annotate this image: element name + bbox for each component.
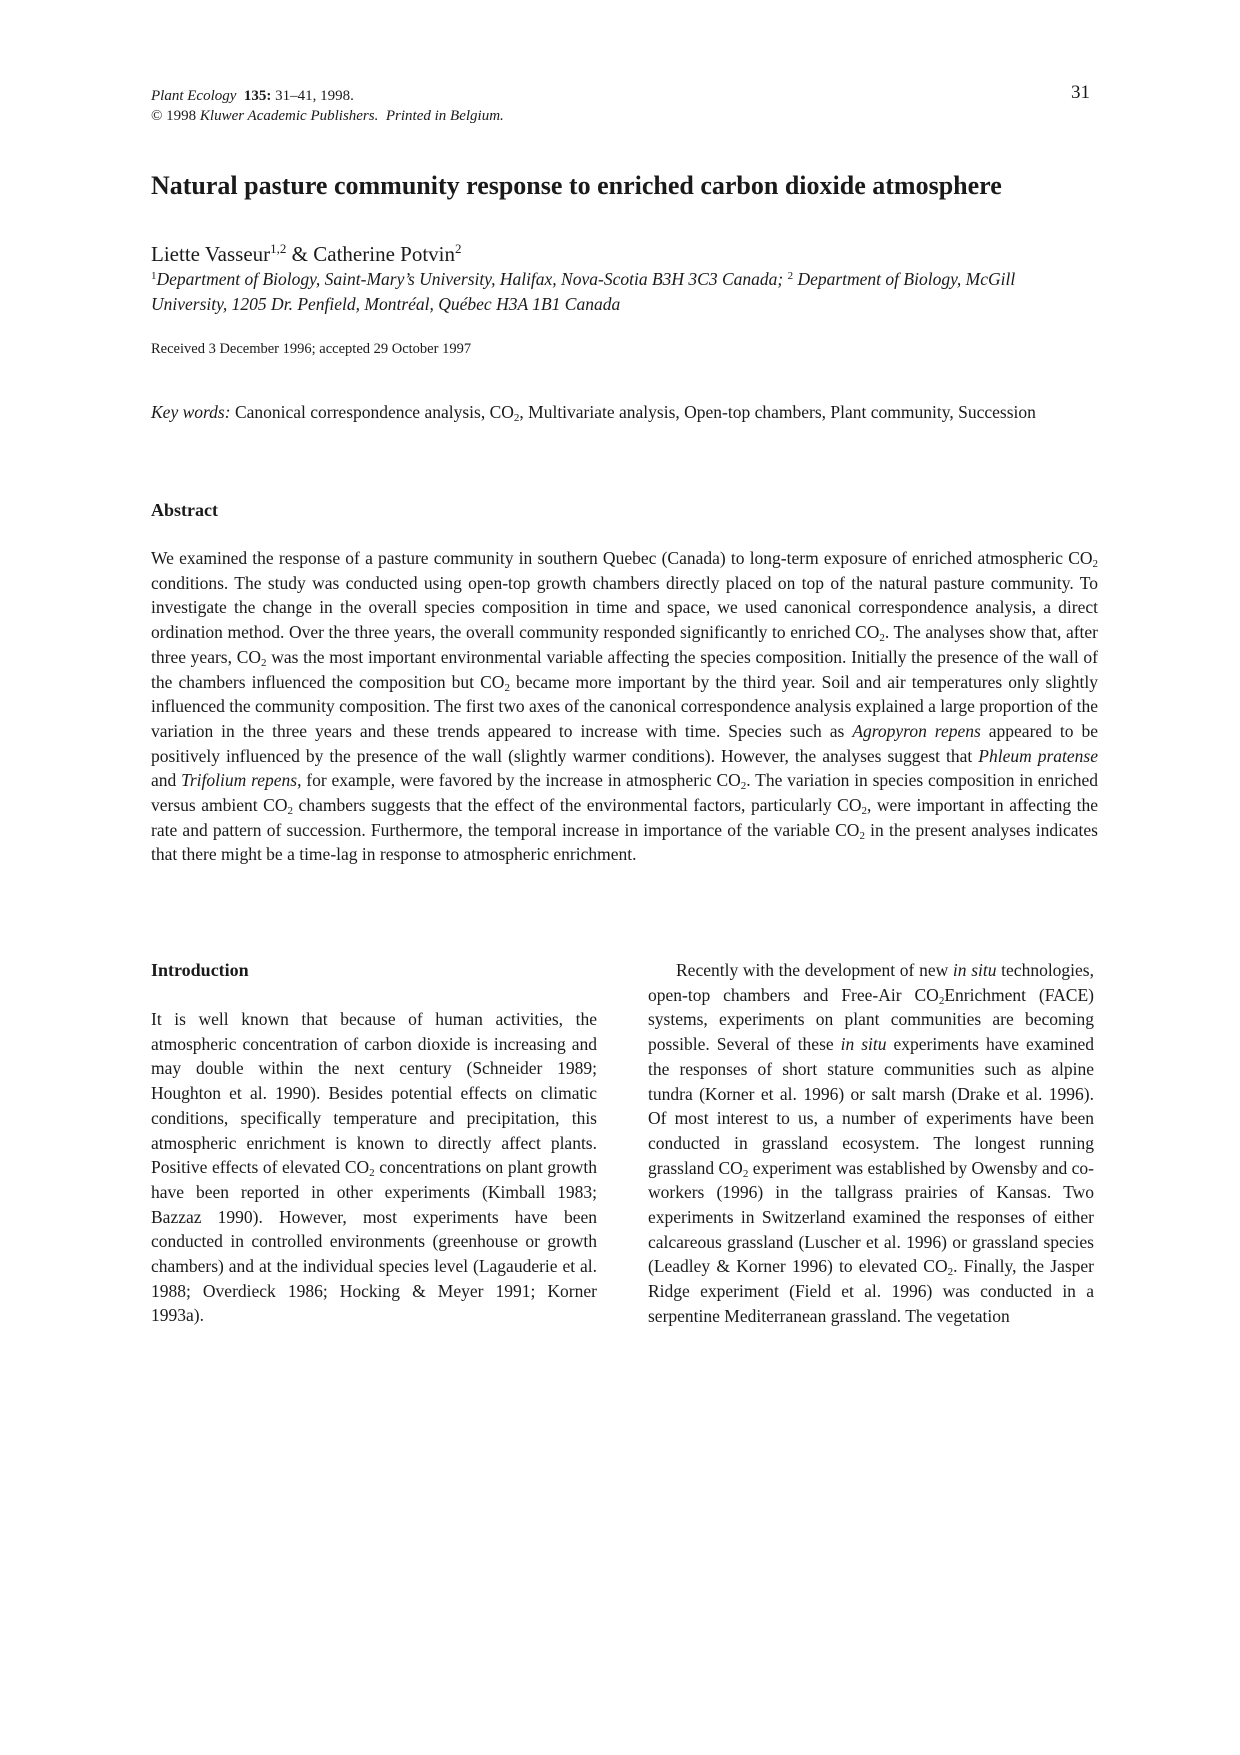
affiliations xyxy=(151,264,1091,317)
subscript: 2 xyxy=(947,1266,954,1279)
keywords-text: Canonical correspondence analysis, CO xyxy=(234,402,514,422)
column-right xyxy=(648,958,1094,1329)
affiliation: Department of Biology, McGill University, 1205 Dr. Penfield, Montréal, Québec H3A 1B1 Canada xyxy=(151,269,1016,314)
subscript: 2 xyxy=(1092,558,1098,570)
journal-name: Plant Ecology xyxy=(151,88,237,104)
publisher: Kluwer Academic Publishers. xyxy=(199,108,379,124)
journal-pages: 31–41, 1998. xyxy=(275,88,354,104)
received-dates: Received 3 December 1996; accepted 29 October 1997 xyxy=(151,341,472,357)
keywords xyxy=(151,400,1099,425)
journal-citation xyxy=(151,86,504,126)
author-affil-ref: 1,2 xyxy=(270,241,287,256)
intro-paragraph xyxy=(151,1007,597,1328)
author-name: Catherine Potvin xyxy=(313,242,455,266)
copyright-year: 1998 xyxy=(166,108,197,124)
abstract-fragment: . The analyses show that, after three years, CO xyxy=(151,622,1098,667)
abstract-fragment: We examined the response of a pasture community in southern Quebec (Canada) to long-term exposure of enriched atmospheric CO xyxy=(151,548,1093,568)
italic-term: in situ xyxy=(840,1034,887,1055)
affiliation: Department of Biology, Saint-Mary’s University, Halifax, Nova-Scotia B3H 3C3 Canada; xyxy=(156,269,784,289)
page-number: 31 xyxy=(1071,82,1090,103)
abstract-fragment: , were important in affecting the rate and pattern of succession. Furthermore, the temporal increase in importance of the variable CO xyxy=(151,795,1098,840)
text-fragment: concentrations on plant growth have been reported in other experiments (Kimball 1983; Bazzaz 1990). However, most experiments have been conducted in controlled environments (greenhouse or growth chambers) and at the individual species level (Lagauderie et al. 1988; Overdieck 1986; Hocking & Meyer 1991; Korner 1993a). xyxy=(151,1157,597,1326)
authors xyxy=(151,236,462,267)
species-name: Trifolium repens xyxy=(181,770,298,791)
subscript: 2 xyxy=(287,805,293,818)
subscript: 2 xyxy=(369,1167,375,1180)
italic-term: in situ xyxy=(952,960,997,980)
subscript: 2 xyxy=(938,994,945,1007)
author-name: Liette Vasseur xyxy=(151,242,271,266)
affil-ref: 2 xyxy=(787,270,794,282)
abstract-fragment: became more important by the third year. Soil and air temperatures only slightly influenced the community composition. The first two axes of the canonical correspondence analysis explained a large proportion of the variation in the three years and these trends appeared to increase with time. Species such as xyxy=(151,671,1098,741)
text-fragment: experiments have examined the responses of short stature communities such as alpine tundra (Korner et al. 1996) or salt marsh (Drake et al. 1996). Of most interest to us, a number of experiments have been conducted in grassland ecosystem. The longest running grassland CO xyxy=(648,1034,1094,1178)
subscript: 2 xyxy=(861,805,867,818)
text-fragment: It is well known that because of human activities, the atmospheric concentration of carbon dioxide is increasing and may double within the next century (Schneider 1989; Houghton et al. 1990). Besides potential effects on climatic conditions, specifically temperature and precipitation, this atmospheric enrichment is known to directly affect plants. Positive effects of elevated CO xyxy=(151,1009,597,1178)
abstract-fragment: . The variation in species composition in enriched versus ambient CO xyxy=(151,770,1098,816)
subscript: 2 xyxy=(879,632,885,645)
copyright-line xyxy=(151,106,504,126)
abstract-heading: Abstract xyxy=(151,500,218,520)
text-fragment: experiment was established by Owensby and co-workers (1996) in the tallgrass prairies of Kansas. Two experiments in Switzerland examined the responses of either calcareous grassland (Luscher et al. 1996) or grassland species (Leadley & Korner 1996) to elevated CO xyxy=(648,1157,1095,1277)
printed-in: Printed in Belgium. xyxy=(385,108,504,124)
species-name: Phleum pratense xyxy=(978,745,1098,766)
journal-line xyxy=(151,86,504,106)
keywords-text: , Multivariate analysis, Open-top chambers, Plant community, Succession xyxy=(519,402,1036,422)
affil-ref: 1 xyxy=(151,270,157,282)
text-fragment: technologies, open-top chambers and Free-Air CO xyxy=(648,960,1094,1005)
subscript: 2 xyxy=(742,1167,749,1180)
abstract-fragment: in the present analyses indicates that there might be a time-lag in response to atmospheric enrichment. xyxy=(151,819,1098,865)
text-fragment: Recently with the development of new xyxy=(676,960,953,980)
abstract-fragment: , for example, were favored by the increase in atmospheric CO xyxy=(297,770,741,791)
abstract-fragment: appeared to be positively influenced by the presence of the wall (slightly warmer conditions). However, the analyses suggest that xyxy=(151,720,1098,766)
introduction-heading: Introduction xyxy=(151,960,249,980)
column-left xyxy=(151,958,597,1328)
abstract-text xyxy=(151,546,1098,867)
subscript: 2 xyxy=(740,780,747,793)
paper-title: Natural pasture community response to enriched carbon dioxide atmosphere xyxy=(151,171,1002,200)
intro-paragraph xyxy=(648,958,1094,1329)
abstract-fragment: and xyxy=(151,770,182,791)
subscript: 2 xyxy=(261,656,267,669)
species-name: Agropyron repens xyxy=(852,720,981,741)
text-fragment: Enrichment (FACE) systems, experiments on plant communities are becoming possible. Several of these xyxy=(648,984,1094,1055)
subscript: 2 xyxy=(504,681,510,694)
subscript: 2 xyxy=(859,829,865,842)
author-affil-ref: 2 xyxy=(455,241,462,256)
abstract-fragment: chambers suggests that the effect of the environmental factors, particularly CO xyxy=(293,795,862,816)
author-joiner: & xyxy=(291,242,309,266)
abstract-fragment: conditions. The study was conducted using open-top growth chambers directly placed on top of the natural pasture community. To investigate the change in the overall species composition in time and space, we used canonical correspondence analysis, a direct ordination method. Over the three years, the overall community responded significantly to enriched CO xyxy=(151,572,1098,643)
copyright-icon: © xyxy=(151,108,163,124)
keywords-label: Key words: xyxy=(151,402,231,422)
text-fragment: . Finally, the Jasper Ridge experiment (Field et al. 1996) was conducted in a serpentine Mediterranean grassland. The vegetation xyxy=(648,1256,1094,1326)
abstract-fragment: was the most important environmental variable affecting the species composition. Initially the presence of the wall of the chambers influenced the composition but CO xyxy=(151,646,1098,692)
journal-volume: 135: xyxy=(243,88,272,104)
subscript: 2 xyxy=(513,412,520,424)
